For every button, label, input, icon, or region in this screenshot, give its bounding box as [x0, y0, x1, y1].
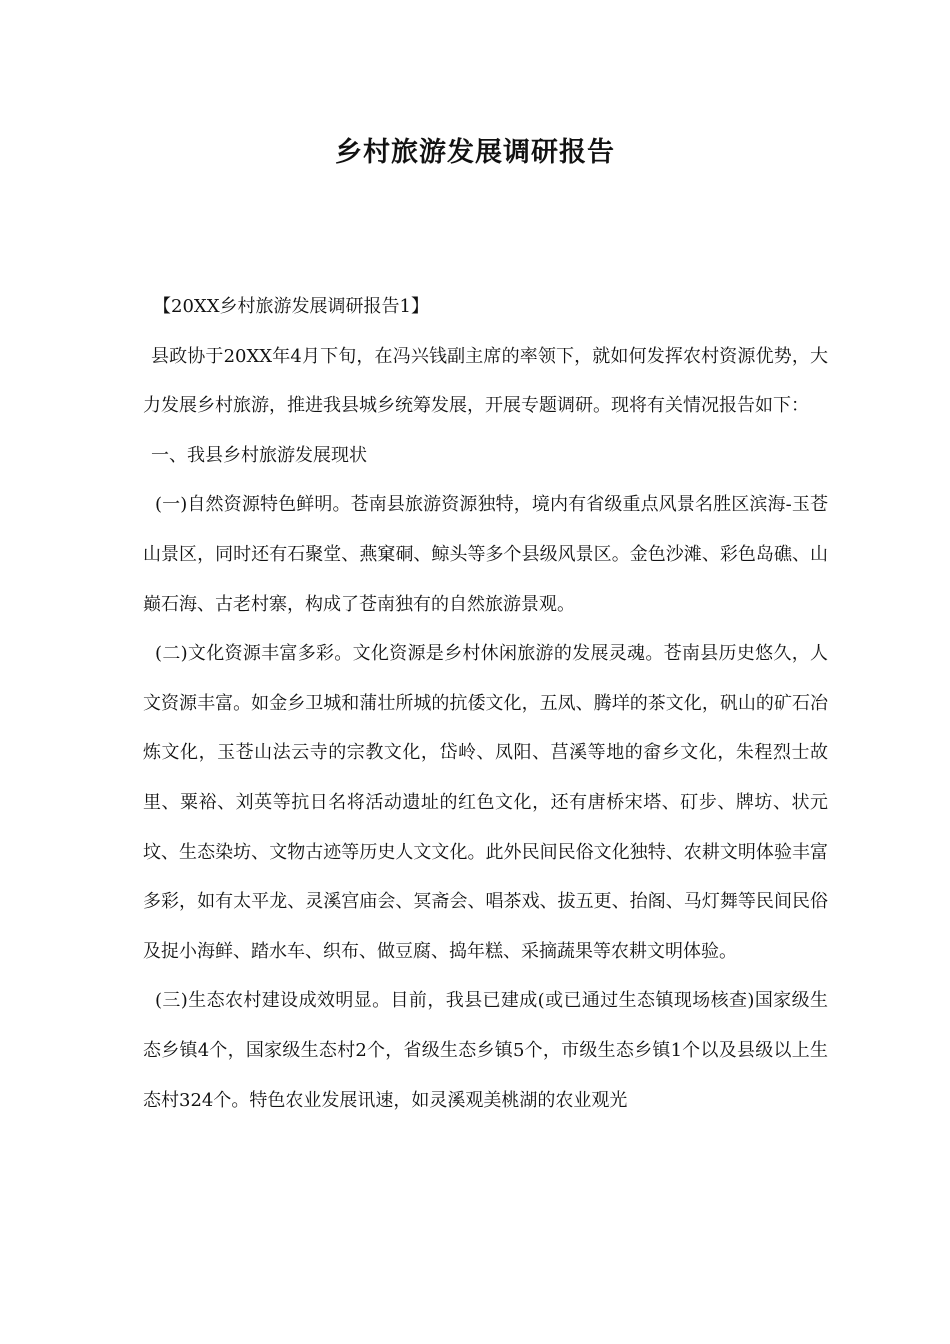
body-paragraph: (二)文化资源丰富多彩。文化资源是乡村休闲旅游的发展灵魂。苍南县历史悠久，人文资源丰富。如金乡卫城和蒲壮所城的抗倭文化，五凤、腾垟的茶文化，矾山的矿石冶炼文化，玉苍山法云寺的宗教文化，岱岭、凤阳、莒溪等地的畲乡文化，朱程烈士故里、粟裕、刘英等抗日名将活动遗址的红色文化，还有唐桥宋塔、矴步、牌坊、状元坟、生态染坊、文物古迹等历史人文文化。此外民间民俗文化独特、农耕文明体验丰富多彩，如有太平龙、灵溪宫庙会、冥斋会、唱茶戏、拔五更、抬阁、马灯舞等民间民俗及捉小海鲜、踏水车、织布、做豆腐、捣年糕、采摘蔬果等农耕文明体验。	[143, 643, 828, 962]
section-heading: 一、我县乡村旅游发展现状	[151, 444, 367, 466]
intro-paragraph: 县政协于20XX年4月下旬，在冯兴钱副主席的率领下，就如何发挥农村资源优势，大力发展乡村旅游，推进我县城乡统筹发展，开展专题调研。现将有关情况报告如下：	[143, 345, 828, 417]
document-title: 乡村旅游发展调研报告	[335, 137, 615, 168]
body-paragraph: (三)生态农村建设成效明显。目前，我县已建成(或已通过生态镇现场核查)国家级生态乡镇4个，国家级生态村2个，省级生态乡镇5个，市级生态乡镇1个以及县级以上生态村324个。特色农业发展讯速，如灵溪观美桃湖的农业观光	[143, 990, 828, 1111]
body-paragraph: (一)自然资源特色鲜明。苍南县旅游资源独特，境内有省级重点风景名胜区滨海-玉苍山景区，同时还有石聚堂、燕窠硐、鲸头等多个县级风景区。金色沙滩、彩色岛礁、山巅石海、古老村寨，构成了苍南独有的自然旅游景观。	[143, 494, 828, 615]
report-subtitle: 【20XX乡村旅游发展调研报告1】	[153, 296, 429, 317]
document-body	[143, 282, 828, 1125]
